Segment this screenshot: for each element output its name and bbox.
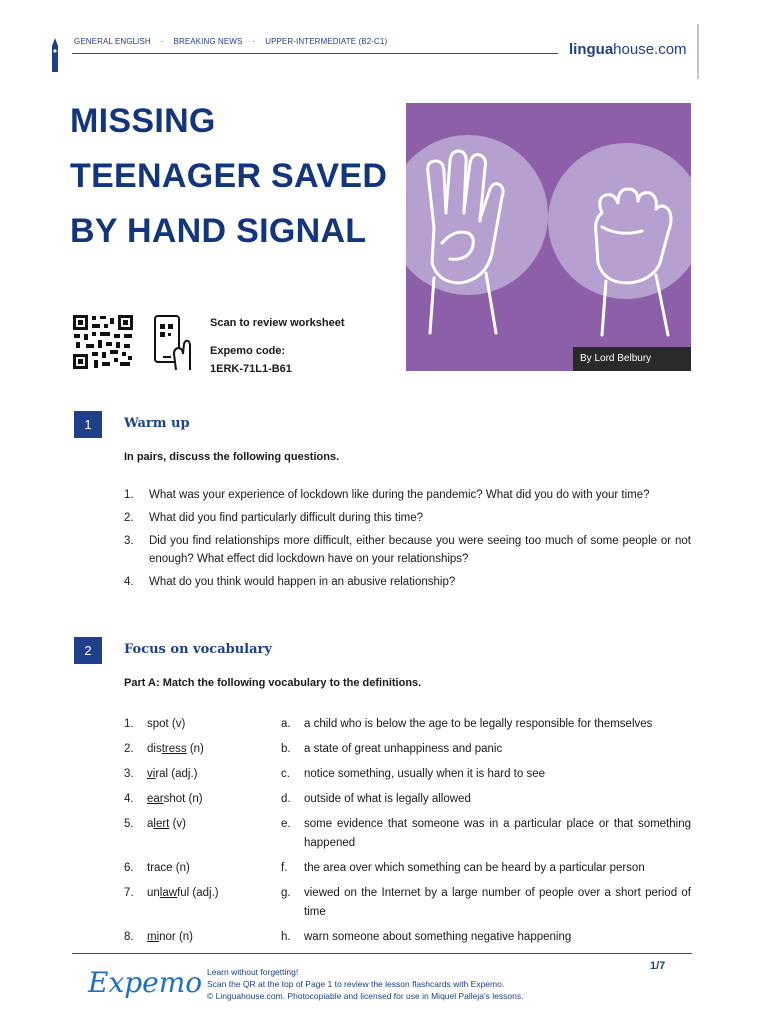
breadcrumb-category[interactable]: GENERAL ENGLISH — [74, 37, 151, 46]
vocab-row: 3. viral (adj.) c. notice something, usually when it is hard to see — [124, 768, 545, 780]
header-vertical-rule — [697, 24, 699, 79]
vocab-row: 8. minor (n) h. warn someone about something negative happening — [124, 931, 572, 943]
section-number-2: 2 — [74, 637, 102, 664]
page-header — [0, 30, 768, 80]
brand-logo[interactable]: linguahouse.com — [569, 41, 687, 58]
phone-scan-icon — [152, 314, 192, 370]
footer-divider — [72, 953, 692, 954]
header-divider — [72, 53, 558, 54]
list-item: 2. What did you find particularly difficult during this time? — [124, 512, 424, 524]
breadcrumb-topic[interactable]: BREAKING NEWS — [173, 37, 243, 46]
section-title-warm-up: Warm up — [124, 416, 190, 431]
page-title: MISSING TEENAGER SAVED BY HAND SIGNAL — [70, 102, 388, 250]
vocab-row: 1. spot (v) a. a child who is below the age to be legally responsible for themselves — [124, 718, 653, 730]
footer-note: Learn without forgetting! Scan the QR at the top of Page 1 to review the lesson flashcards with Expemo. © Linguahouse.com. Photocopiable and licensed for use in Miquel Palleja's lessons. — [207, 967, 524, 1001]
qr-code-icon[interactable] — [72, 314, 134, 370]
big-ben-icon — [49, 38, 61, 72]
vocab-row: 6. trace (n) f. the area over which something can be heard by a particular person — [124, 862, 645, 874]
vocab-row: 7. unlawful (adj.) g. viewed on the Internet by a large number of people over a short period of time — [124, 887, 691, 918]
section-1-instruction: In pairs, discuss the following questions. — [124, 451, 340, 463]
expemo-code-value: 1ERK-71L1-B61 — [210, 363, 292, 375]
list-item: 4. What do you think would happen in an abusive relationship? — [124, 576, 456, 588]
hand-signal-illustration — [406, 103, 691, 371]
section-2-instruction: Part A: Match the following vocabulary to the definitions. — [124, 677, 422, 689]
warm-up-questions — [124, 486, 691, 596]
vocab-row: 2. distress (n) b. a state of great unhappiness and panic — [124, 743, 503, 755]
list-item: 1. What was your experience of lockdown like during the pandemic? What did you do with your time? — [124, 489, 650, 501]
hero-image — [406, 103, 691, 371]
expemo-logo[interactable]: Expemo — [88, 966, 203, 999]
page-number: 1/7 — [650, 960, 666, 972]
section-number-1: 1 — [74, 411, 102, 438]
section-title-vocabulary: Focus on vocabulary — [124, 642, 272, 657]
expemo-code-label: Expemo code: — [210, 345, 286, 357]
breadcrumb: GENERAL ENGLISH · BREAKING NEWS · UPPER-INTERMEDIATE (B2-C1) — [74, 37, 388, 46]
scan-info — [210, 314, 345, 378]
scan-instruction: Scan to review worksheet — [210, 317, 345, 329]
list-item: 3. Did you find relationships more difficult, either because you were seeing too much of some people or not enough? What effect did lockdown have on your relationships? — [124, 535, 691, 565]
vocab-row: 4. earshot (n) d. outside of what is legally allowed — [124, 793, 471, 805]
vocab-row: 5. alert (v) e. some evidence that someone was in a particular place or that something happened — [124, 818, 691, 849]
vocabulary-match-list — [124, 715, 691, 953]
breadcrumb-level[interactable]: UPPER-INTERMEDIATE (B2-C1) — [265, 37, 388, 46]
image-credit: By Lord Belbury — [573, 347, 691, 371]
